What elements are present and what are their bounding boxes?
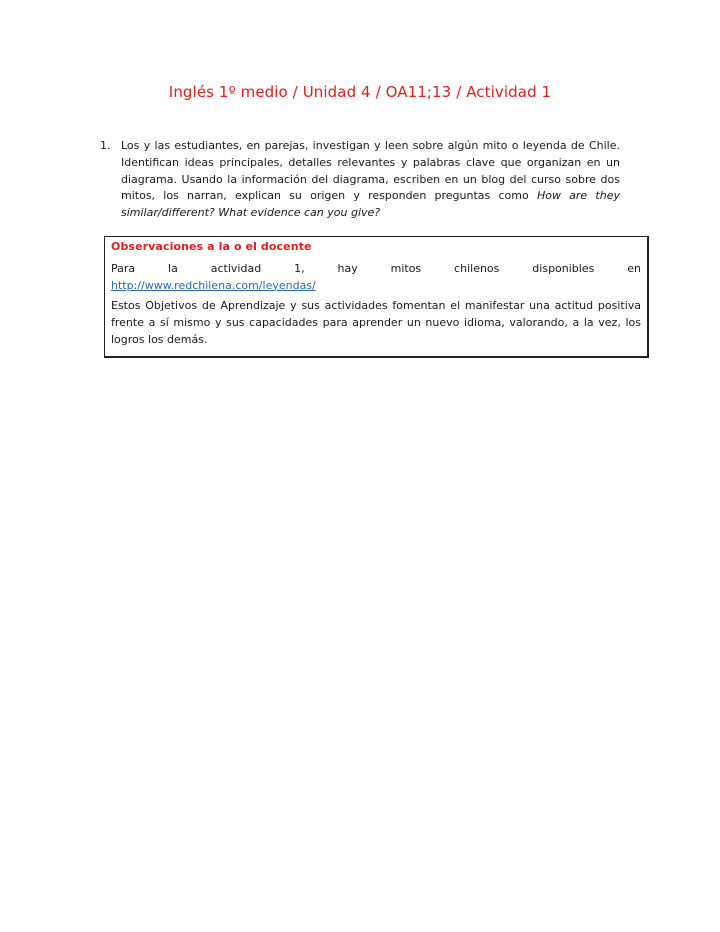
activity-description bbox=[121, 138, 620, 222]
observations-paragraph-1: Para la actividad 1, hay mitos chilenos disponibles en bbox=[111, 261, 641, 275]
legends-link[interactable]: http://www.redchilena.com/leyendas/ bbox=[111, 278, 316, 292]
teacher-observations-box bbox=[104, 236, 649, 358]
activity-number: 1. bbox=[100, 139, 111, 152]
activity-text: Los y las estudiantes, en parejas, investigan y leen sobre algún mito o leyenda de Chile. Identifican ideas principales, detalles relevantes y palabras clave que organizan en un diagrama. Usando la información del diagrama, escriben en un blog del curso sobre dos mitos, los narran, explican su origen y responden preguntas como bbox=[121, 139, 620, 203]
observations-title: Observaciones a la o el docente bbox=[111, 240, 312, 253]
activity-questions: How are they similar/different? What evidence can you give? bbox=[121, 189, 620, 220]
page-title: Inglés 1º medio / Unidad 4 / OA11;13 / Actividad 1 bbox=[168, 83, 552, 101]
observations-paragraph-2: Estos Objetivos de Aprendizaje y sus actividades fomentan el manifestar una actitud positiva frente a sí mismo y sus capacidades para aprender un nuevo idioma, valorando, a la vez, los logros los demás. bbox=[111, 299, 641, 346]
activity-item bbox=[100, 138, 620, 222]
